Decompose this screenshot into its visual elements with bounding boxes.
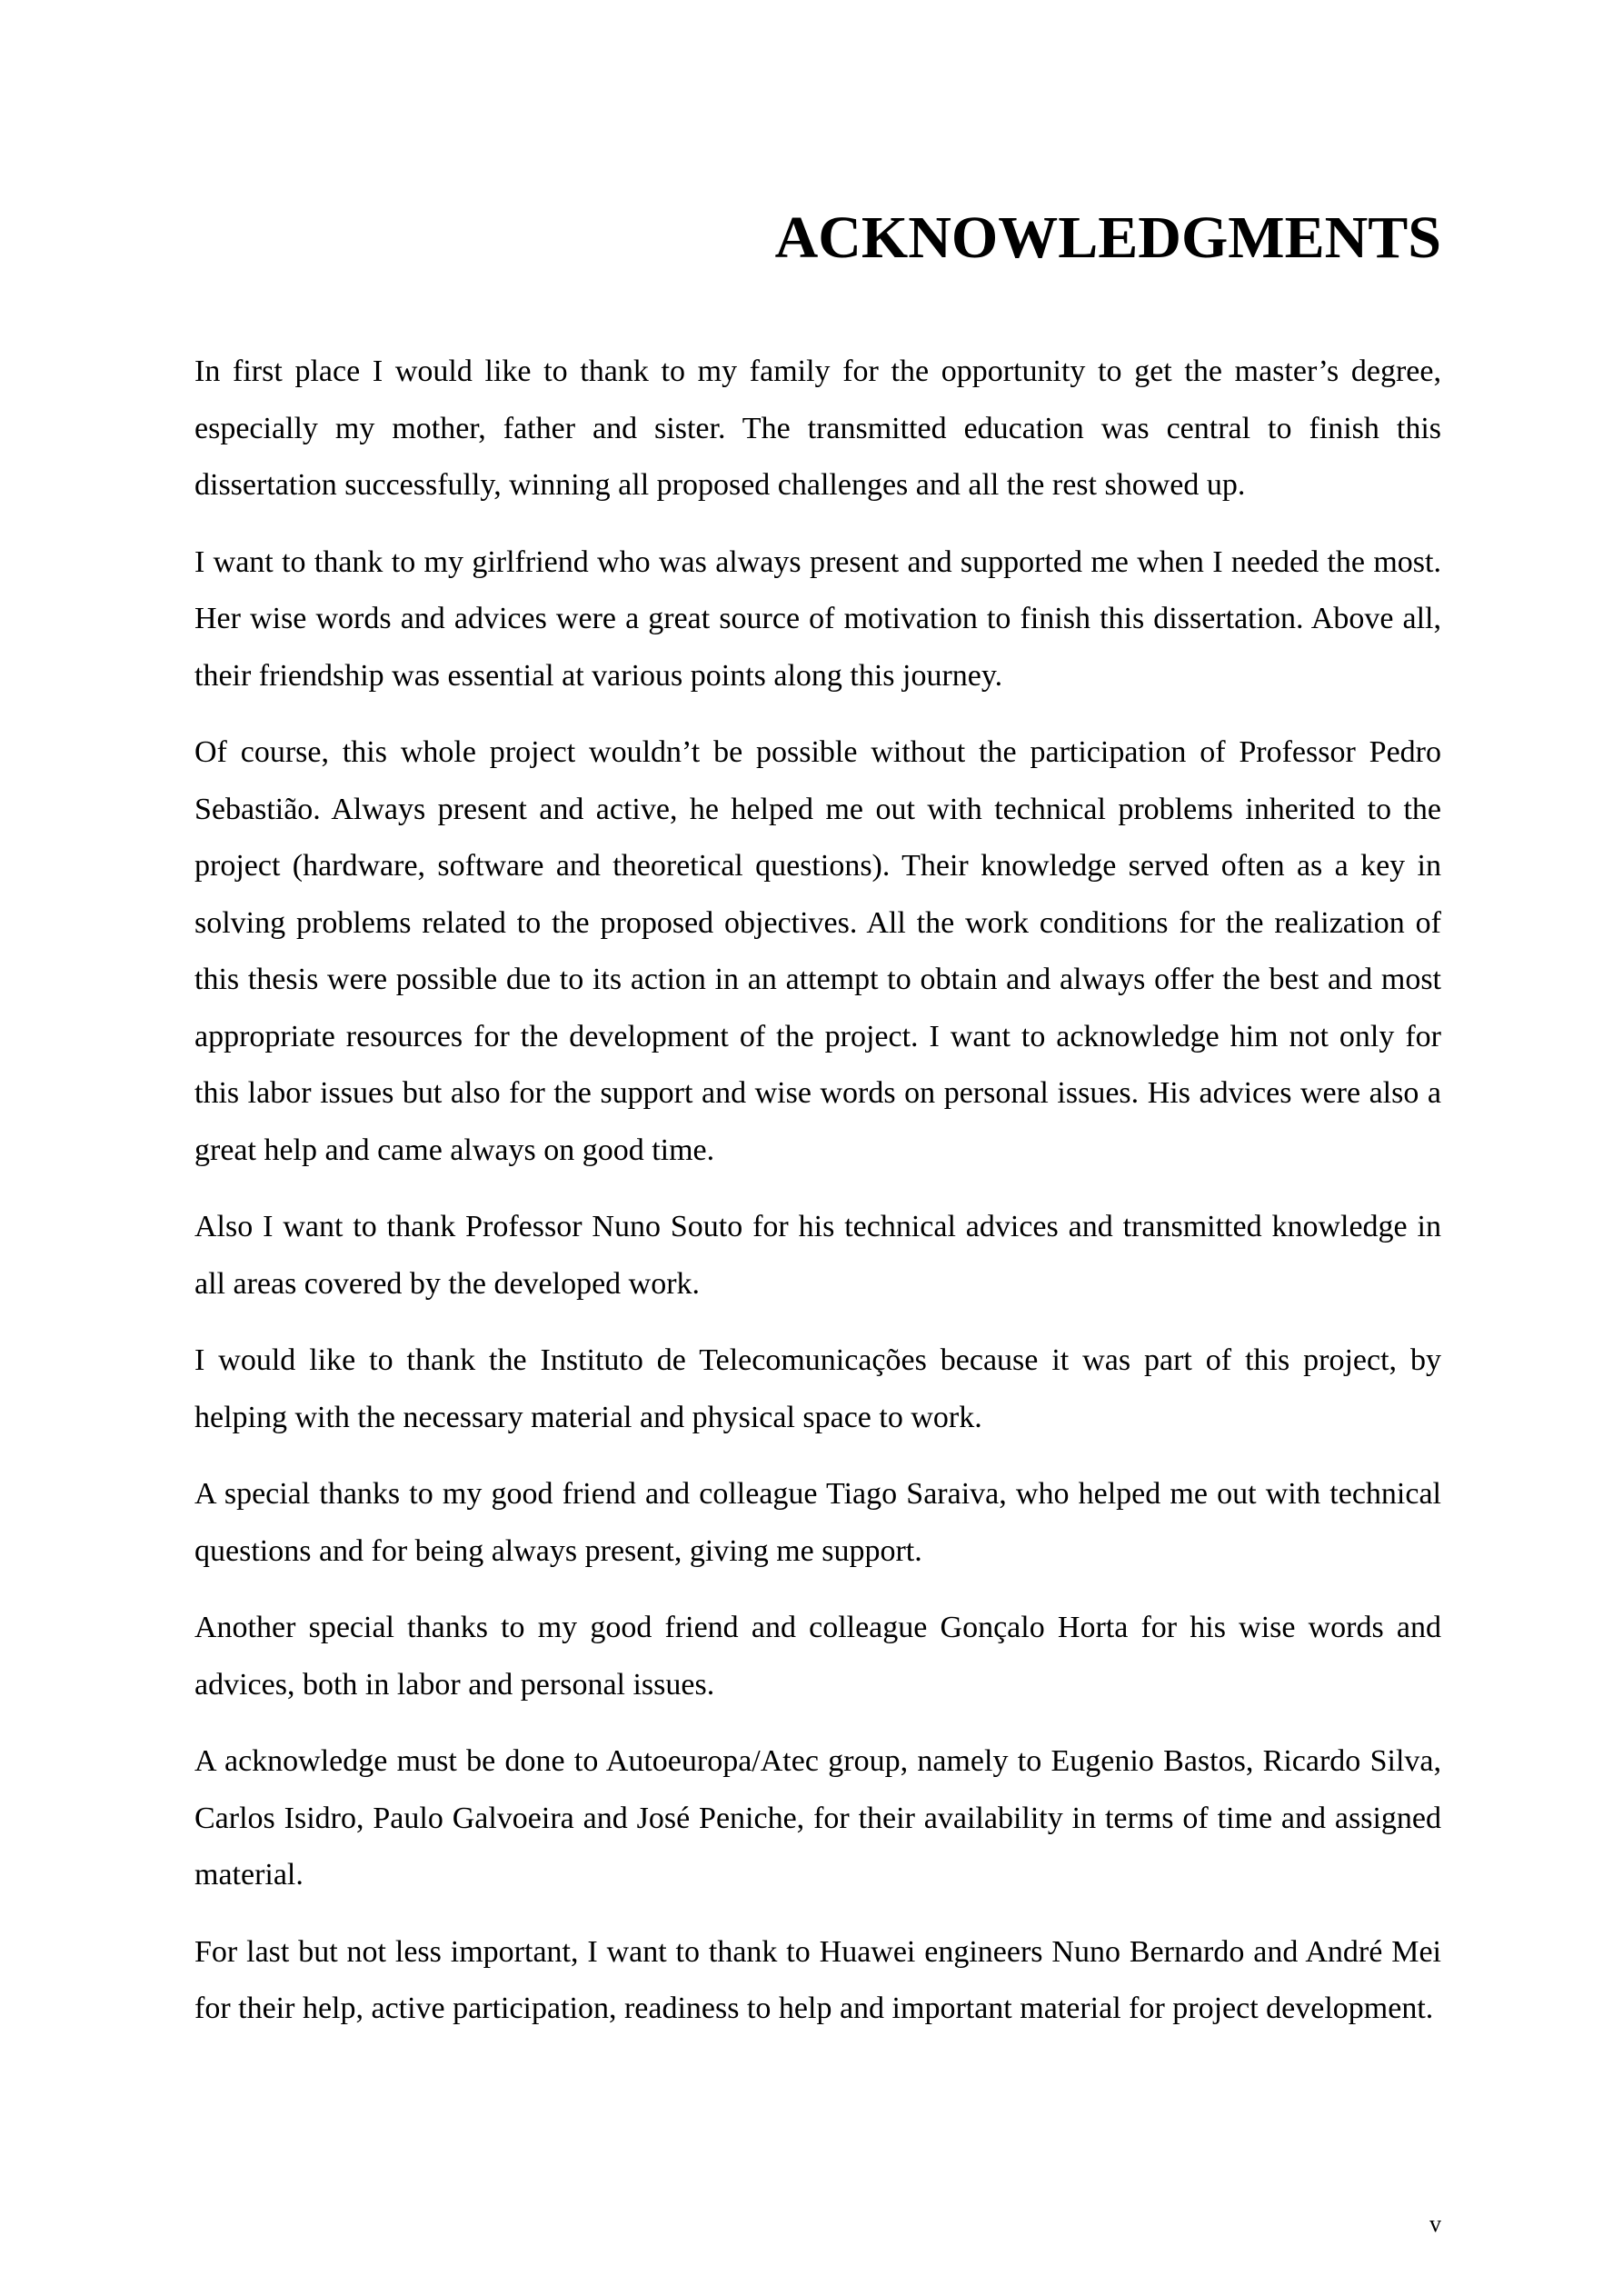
paragraph-tiago-saraiva: A special thanks to my good friend and colleague Tiago Saraiva, who helped me out with technical questions and for being always present, giving me support. (194, 1477, 1441, 1568)
paragraph-girlfriend: I want to thank to my girlfriend who was always present and supported me when I needed the most. Her wise words and advices were a great source of motivation to finish this dissertation. Above all, their friendship was essential at various points along this journey. (194, 544, 1441, 693)
paragraph-instituto: I would like to thank the Instituto de Telecomunicações because it was part of this project, by helping with the necessary material and physical space to work. (194, 1343, 1441, 1434)
paragraph-goncalo-horta: Another special thanks to my good friend and colleague Gonçalo Horta for his wise words and advices, both in labor and personal issues. (194, 1611, 1441, 1702)
page-title: ACKNOWLEDGMENTS (774, 205, 1441, 271)
paragraph-family: In first place I would like to thank to my family for the opportunity to get the master’s degree, especially my mother, father and sister. The transmitted education was central to finish this dissertation successfully, winning all proposed challenges and all the rest showed up. (194, 354, 1441, 502)
paragraph-professor-souto: Also I want to thank Professor Nuno Souto for his technical advices and transmitted knowledge in all areas covered by the developed work. (194, 1210, 1441, 1301)
paragraph-huawei: For last but not less important, I want to thank to Huawei engineers Nuno Bernardo and André Mei for their help, active participation, readiness to help and important material for project development. (194, 1934, 1441, 2025)
paragraph-autoeuropa: A acknowledge must be done to Autoeuropa/Atec group, namely to Eugenio Bastos, Ricardo Silva, Carlos Isidro, Paulo Galvoeira and José Peniche, for their availability in terms of time and assigned material. (194, 1744, 1441, 1892)
page-number: v (1429, 2211, 1441, 2237)
paragraph-professor-sebastiao: Of course, this whole project wouldn’t be possible without the participation of Professor Pedro Sebastião. Always present and active, he helped me out with technical problems inherited to the project (hardware, software and theoretical questions). Their knowledge served often as a key in solving problems related to the proposed objectives. All the work conditions for the realization of this thesis were possible due to its action in an attempt to obtain and always offer the best and most appropriate resources for the development of the project. I want to acknowledge him not only for this labor issues but also for the support and wise words on personal issues. His advices were also a great help and came always on good time. (194, 735, 1441, 1167)
acknowledgments-body (194, 344, 1441, 2058)
